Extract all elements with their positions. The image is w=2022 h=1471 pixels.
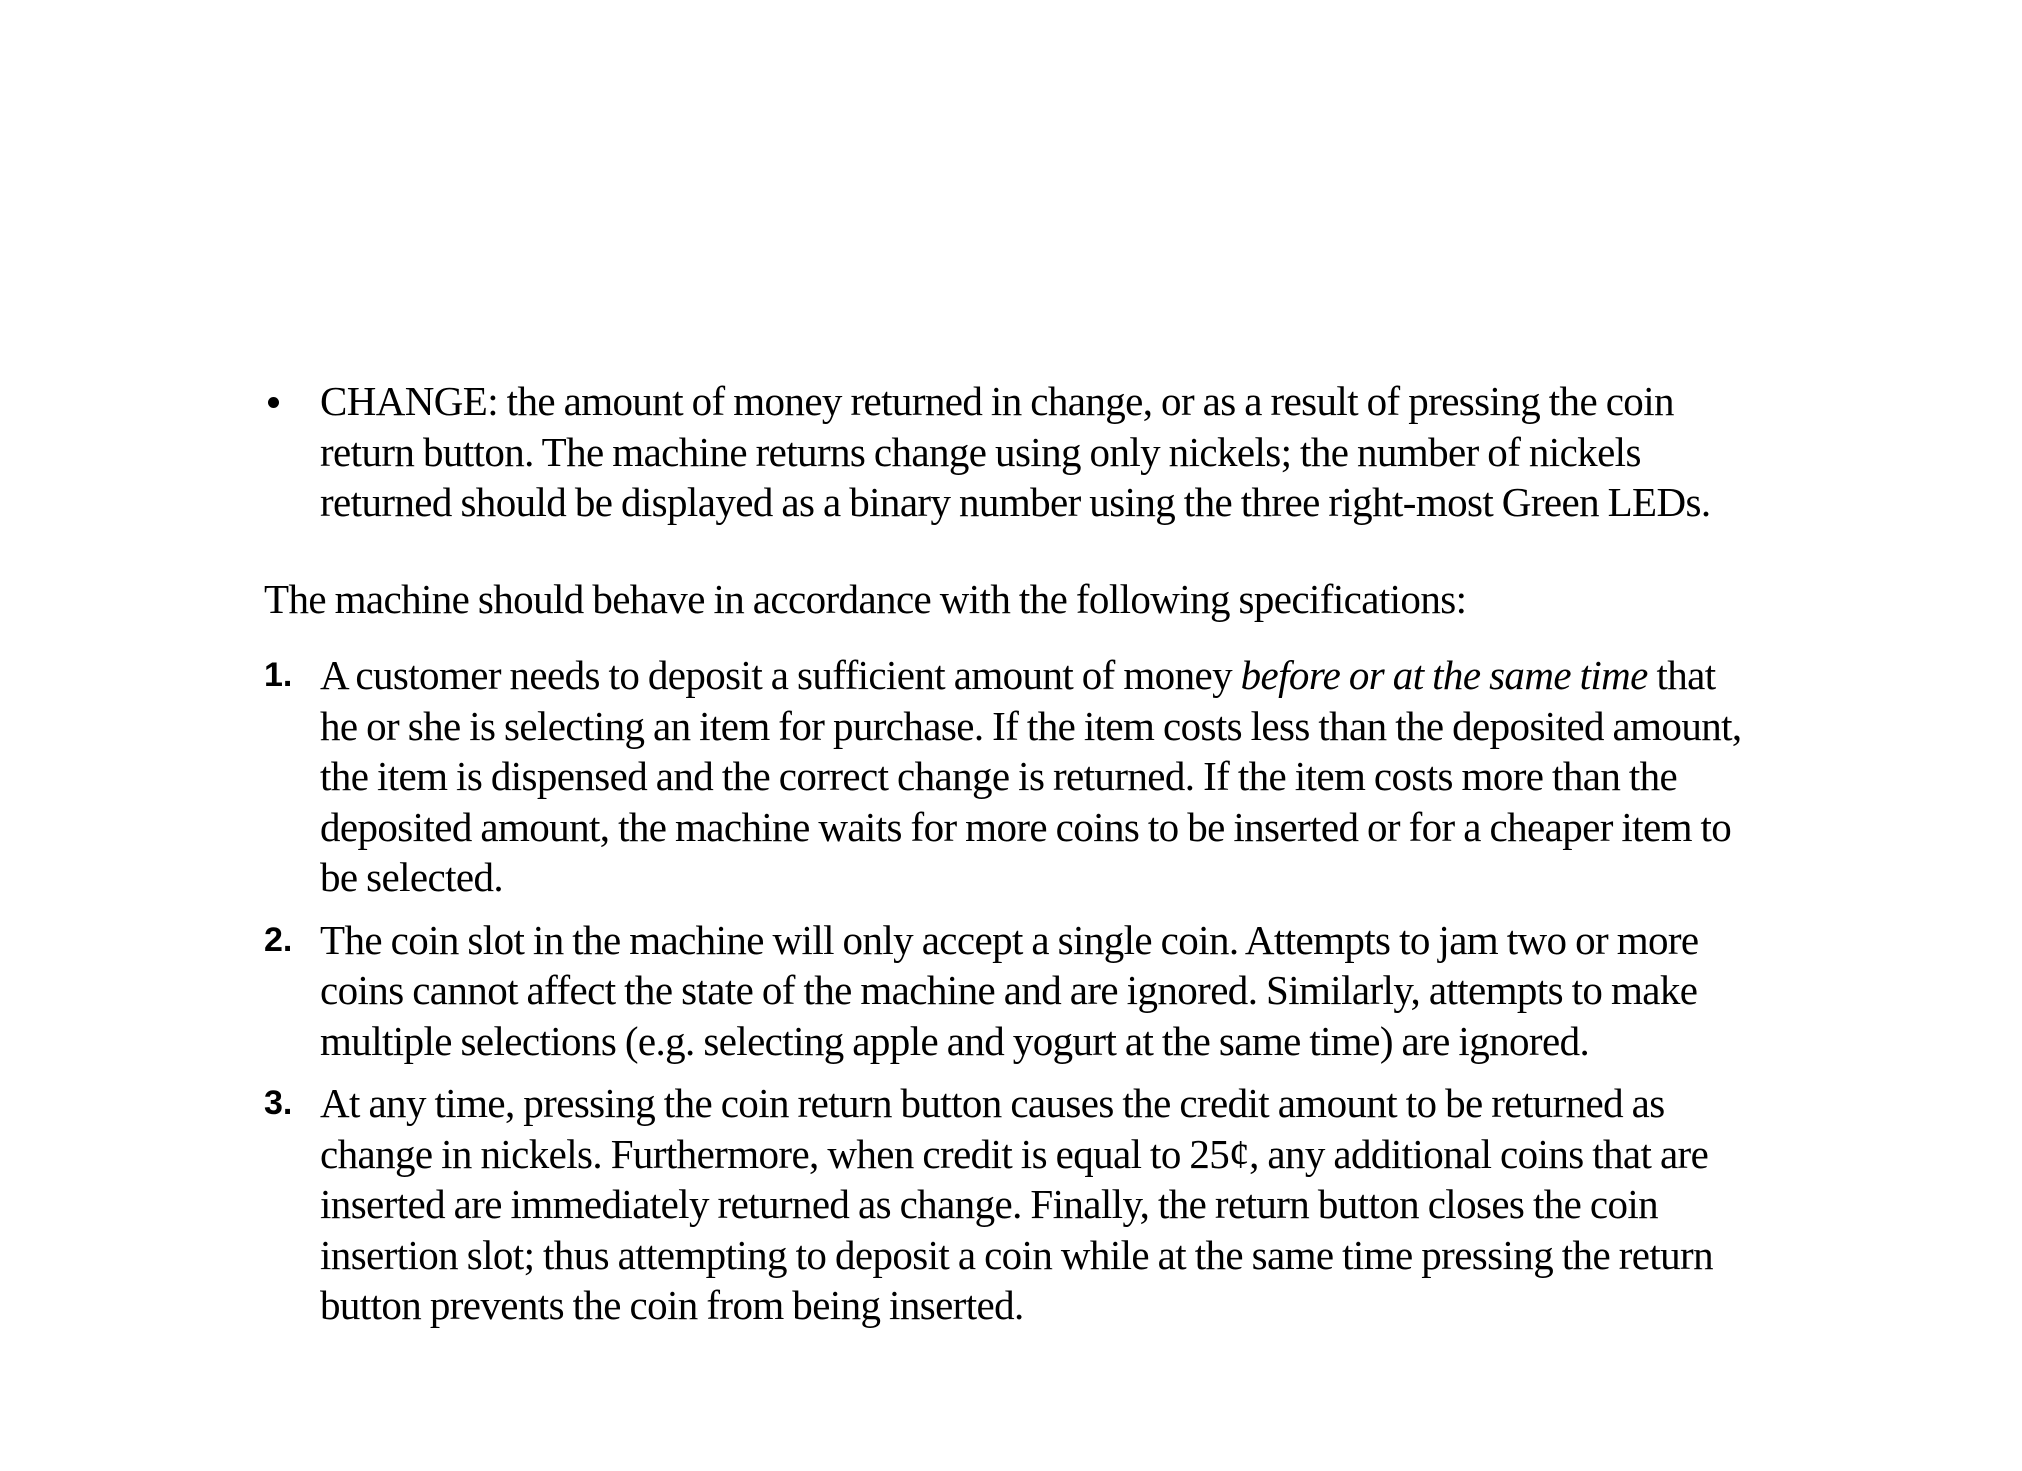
specification-text: [320, 652, 1742, 900]
specifications-intro: The machine should behave in accordance with the following specifications:: [264, 575, 1467, 622]
specification-item-3: [264, 1078, 1744, 1331]
specifications-list: [264, 650, 1744, 1331]
bullet-text: CHANGE: the amount of money returned in change, or as a result of pressing the coin return button. The machine returns change using only nickels; the number of nickels returned should be displayed as a binary number using the three right-most Green LEDs.: [320, 378, 1711, 525]
specification-text-end: that he or she is selecting an item for purchase. If the item costs less than the deposited amount, the item is dispensed and the correct change is returned. If the item costs more than the deposited amount, the machine waits for more coins to be inserted or for a cheaper item to be selected.: [320, 652, 1742, 900]
specification-item-1: [264, 650, 1744, 903]
specification-number: 2.: [264, 920, 293, 959]
document-body: [264, 376, 1744, 1343]
specification-text: At any time, pressing the coin return button causes the credit amount to be returned as change in nickels. Furthermore, when credit is equal to 25¢, any additional coins that are inserted are immediately returned as change. Finally, the return button closes the coin insertion slot; thus attempting to deposit a coin while at the same time pressing the return button prevents the coin from being inserted.: [320, 1080, 1713, 1328]
specification-text-emphasis: before or at the same time: [1240, 652, 1648, 698]
specification-text: The coin slot in the machine will only accept a single coin. Attempts to jam two or more coins cannot affect the state of the machine and are ignored. Similarly, attempts to make multiple selections (e.g. selecting apple and yogurt at the same time) are ignored.: [320, 916, 1699, 1064]
specification-number: 3.: [264, 1084, 293, 1122]
bullet-dot-icon: [264, 376, 294, 427]
specification-item-2: [264, 915, 1744, 1067]
specification-text-start: A customer needs to deposit a sufficient amount of money: [320, 652, 1241, 698]
bullet-list-item: [264, 376, 1744, 528]
specification-number: 1.: [264, 656, 293, 694]
